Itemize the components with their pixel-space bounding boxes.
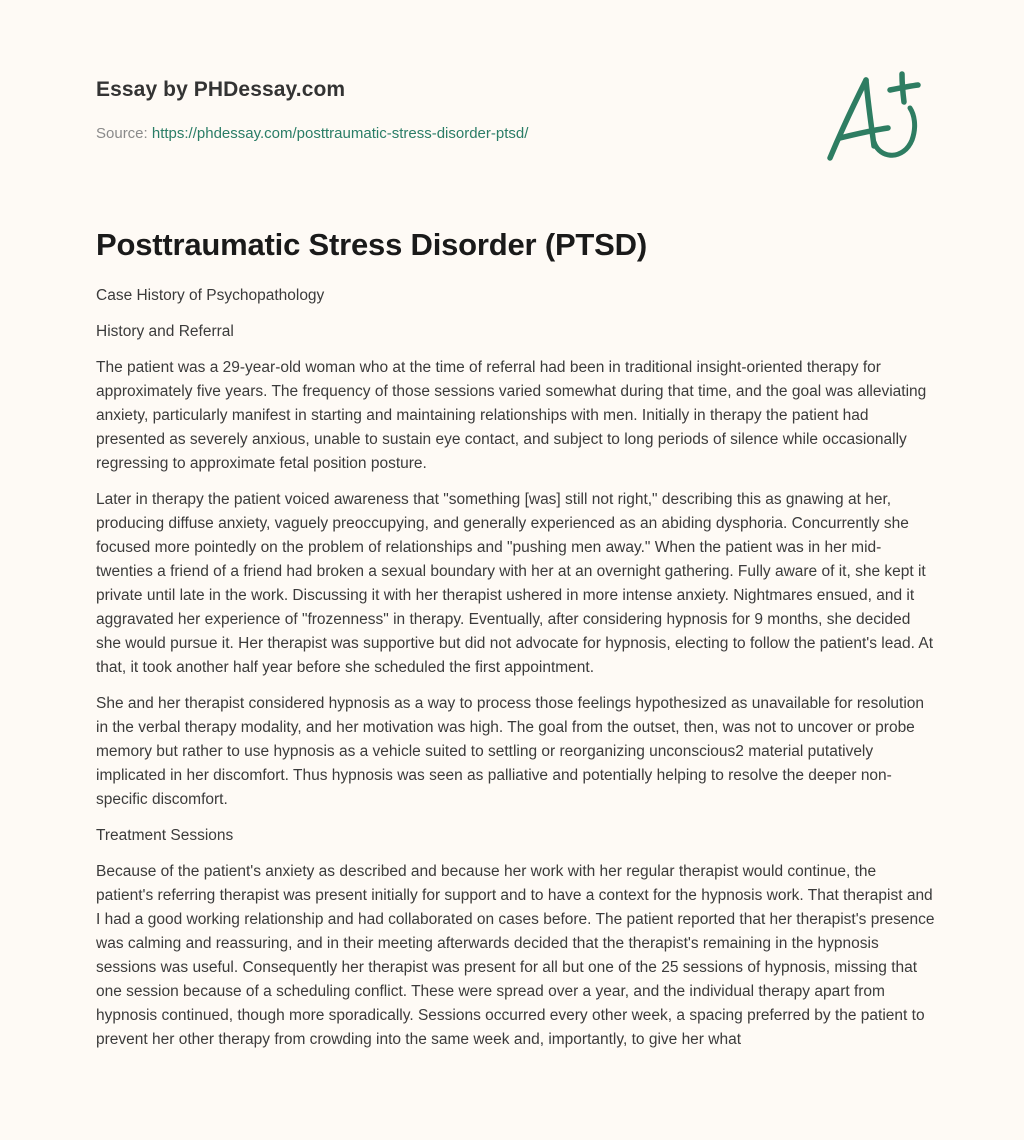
essay-title: Posttraumatic Stress Disorder (PTSD) — [96, 227, 647, 262]
a-plus-grade-icon — [818, 64, 930, 168]
essay-body — [96, 284, 936, 1064]
essay-paragraph: Later in therapy the patient voiced awareness that "something [was] still not right," describing this as gnawing at her, producing diffuse anxiety, vaguely preoccupying, and generally experienced as an abiding dysphoria. Concurrently she focused more pointedly on the problem of relationships and "pushing men away." When the patient was in her mid-twenties a friend of a friend had broken a sexual boundary with her at an overnight gathering. Fully aware of it, she kept it private until late in the work. Discussing it with her therapist ushered in more intense anxiety. Nightmares ensued, and it aggravated her experience of "frozenness" in therapy. Eventually, after considering hypnosis for 9 months, she decided she would pursue it. Her therapist was supportive but did not advocate for hypnosis, electing to follow the patient's lead. At that, it took another half year before she scheduled the first appointment. — [96, 491, 933, 676]
brand-title: Essay by PHDessay.com — [96, 78, 346, 101]
essay-subtitle: Case History of Psychopathology — [96, 287, 325, 304]
source-label: Source: — [96, 125, 152, 142]
section-heading-history: History and Referral — [96, 323, 234, 340]
section-heading-treatment: Treatment Sessions — [96, 827, 234, 844]
essay-header — [96, 76, 796, 144]
essay-paragraph: She and her therapist considered hypnosis as a way to process those feelings hypothesized as unavailable for resolution in the verbal therapy modality, and her motivation was high. The goal from the outset, then, was not to uncover or probe memory but rather to use hypnosis as a vehicle suited to settling or reorganizing unconscious2 material putatively implicated in her discomfort. Thus hypnosis was seen as palliative and potentially helping to resolve the deeper non-specific discomfort. — [96, 695, 925, 808]
essay-paragraph: Because of the patient's anxiety as described and because her work with her regular therapist would continue, the patient's referring therapist was present initially for support and to have a context for the hypnosis work. That therapist and I had a good working relationship and had collaborated on cases before. The patient reported that her therapist's presence was calming and reassuring, and in their meeting afterwards decided that the therapist's remaining in the hypnosis sessions was useful. Consequently her therapist was present for all but one of the 25 sessions of hypnosis, missing that one session because of a scheduling conflict. These were spread over a year, and the individual therapy apart from hypnosis continued, though more sporadically. Sessions occurred every other week, a spacing preferred by the patient to prevent her other therapy from crowding into the same week and, importantly, to give her what — [96, 863, 935, 1048]
source-link[interactable]: https://phdessay.com/posttraumatic-stress-disorder-ptsd/ — [151, 125, 529, 142]
essay-paragraph: The patient was a 29-year-old woman who at the time of referral had been in traditional insight-oriented therapy for approximately five years. The frequency of those sessions varied somewhat during that time, and the goal was alleviating anxiety, particularly manifest in starting and maintaining relationships with men. Initially in therapy the patient had presented as severely anxious, unable to sustain eye contact, and subject to long periods of silence while occasionally regressing to approximate fetal position posture. — [96, 359, 927, 472]
source-line — [96, 124, 796, 144]
